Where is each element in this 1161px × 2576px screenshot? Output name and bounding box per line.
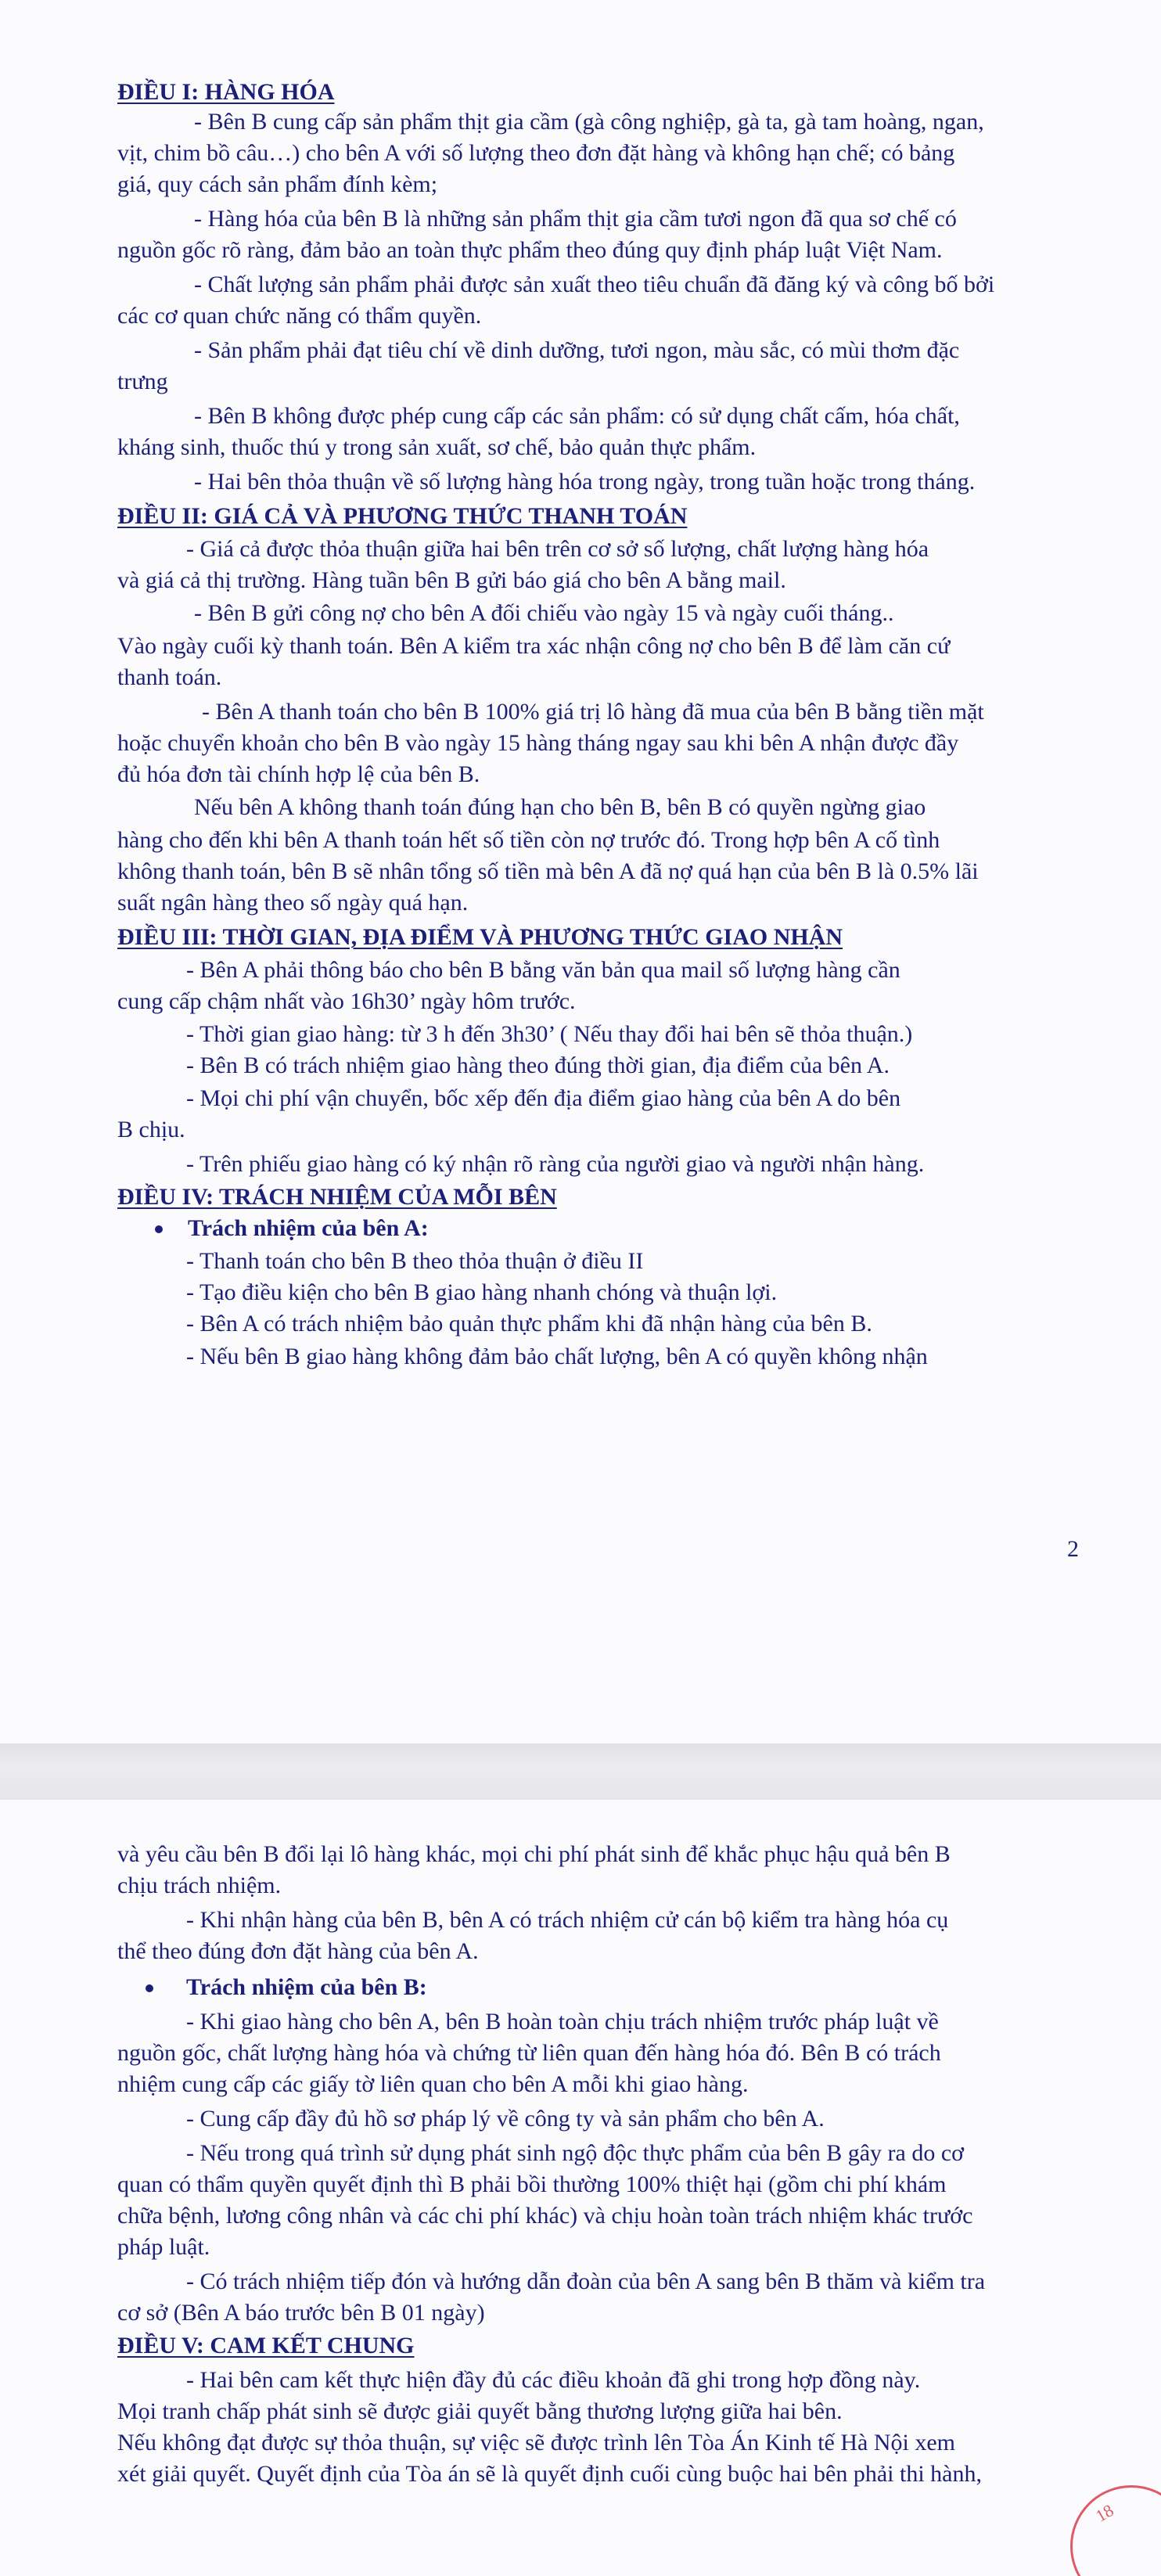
text-line: thanh toán. bbox=[117, 664, 222, 690]
text-line: B chịu. bbox=[117, 1117, 185, 1142]
text-line: - Bên B không được phép cung cấp các sản phẩm: có sử dụng chất cấm, hóa chất, bbox=[194, 403, 960, 429]
section-heading: ĐIỀU I: HÀNG HÓA bbox=[117, 79, 335, 105]
text-line: - Trên phiếu giao hàng có ký nhận rõ ràng của người giao và người nhận hàng. bbox=[186, 1151, 925, 1177]
text-line: trưng bbox=[117, 369, 168, 394]
text-line: xét giải quyết. Quyết định của Tòa án sẽ là quyết định cuối cùng buộc hai bên phải thi hành, bbox=[117, 2461, 982, 2487]
text-line: hàng cho đến khi bên A thanh toán hết số tiền còn nợ trước đó. Trong hợp bên A cố tình bbox=[117, 827, 940, 853]
bleed-through-text bbox=[438, 72, 442, 95]
text-line: - Bên B gửi công nợ cho bên A đối chiếu vào ngày 15 và ngày cuối tháng.. bbox=[194, 600, 894, 626]
bullet-icon bbox=[155, 1225, 163, 1233]
page-number: 2 bbox=[1067, 1536, 1079, 1562]
subsection-heading: Trách nhiệm của bên B: bbox=[186, 1974, 427, 2000]
page-separator bbox=[0, 1743, 1161, 1800]
text-line: nhiệm cung cấp các giấy tờ liên quan cho bên A mỗi khi giao hàng. bbox=[117, 2071, 749, 2097]
text-line: pháp luật. bbox=[117, 2234, 210, 2260]
text-line: nguồn gốc rõ ràng, đảm bảo an toàn thực phẩm theo đúng quy định pháp luật Việt Nam. bbox=[117, 237, 943, 263]
text-line: nguồn gốc, chất lượng hàng hóa và chứng từ liên quan đến hàng hóa đó. Bên B có trách bbox=[117, 2040, 941, 2066]
text-line: đủ hóa đơn tài chính hợp lệ của bên B. bbox=[117, 761, 480, 787]
text-line: - Khi nhận hàng của bên B, bên A có trách nhiệm cử cán bộ kiểm tra hàng hóa cụ bbox=[186, 1907, 949, 1933]
text-line: - Cung cấp đầy đủ hồ sơ pháp lý về công ty và sản phẩm cho bên A. bbox=[186, 2106, 825, 2132]
bullet-icon bbox=[146, 1984, 153, 1992]
text-line: và yêu cầu bên B đổi lại lô hàng khác, mọi chi phí phát sinh để khắc phục hậu quả bên B bbox=[117, 1841, 951, 1867]
text-line: - Sản phẩm phải đạt tiêu chí về dinh dưỡng, tươi ngon, màu sắc, có mùi thơm đặc bbox=[194, 337, 960, 363]
text-line: các cơ quan chức năng có thẩm quyền. bbox=[117, 303, 482, 329]
text-line: chữa bệnh, lương công nhân và các chi phí khác) và chịu hoàn toàn trách nhiệm khác trước bbox=[117, 2203, 973, 2229]
text-line: và giá cả thị trường. Hàng tuần bên B gửi báo giá cho bên A bằng mail. bbox=[117, 567, 786, 593]
text-line: - Hàng hóa của bên B là những sản phẩm thịt gia cầm tươi ngon đã qua sơ chế có bbox=[194, 206, 957, 232]
subsection-heading: Trách nhiệm của bên A: bbox=[188, 1215, 429, 1241]
text-line: Mọi tranh chấp phát sinh sẽ được giải quyết bằng thương lượng giữa hai bên. bbox=[117, 2398, 843, 2424]
text-line: vịt, chim bồ câu…) cho bên A với số lượng theo đơn đặt hàng và không hạn chế; có bảng bbox=[117, 140, 955, 166]
text-line: - Bên A phải thông báo cho bên B bằng văn bản qua mail số lượng hàng cần bbox=[186, 957, 900, 983]
text-line: - Tạo điều kiện cho bên B giao hàng nhanh chóng và thuận lợi. bbox=[186, 1279, 778, 1305]
text-line: suất ngân hàng theo số ngày quá hạn. bbox=[117, 890, 469, 916]
text-line: - Hai bên thỏa thuận về số lượng hàng hóa trong ngày, trong tuần hoặc trong tháng. bbox=[194, 469, 976, 495]
text-line: hoặc chuyển khoản cho bên B vào ngày 15 hàng tháng ngay sau khi bên A nhận được đầy bbox=[117, 730, 959, 756]
text-line: Vào ngày cuối kỳ thanh toán. Bên A kiểm tra xác nhận công nợ cho bên B để làm căn cứ bbox=[117, 633, 951, 659]
text-line: - Bên B cung cấp sản phẩm thịt gia cầm (gà công nghiệp, gà ta, gà tam hoàng, ngan, bbox=[194, 109, 984, 135]
text-line: - Nếu bên B giao hàng không đảm bảo chất lượng, bên A có quyền không nhận bbox=[186, 1344, 928, 1369]
section-heading: ĐIỀU IV: TRÁCH NHIỆM CỦA MỖI BÊN bbox=[117, 1184, 557, 1210]
text-line: - Giá cả được thỏa thuận giữa hai bên trên cơ sở số lượng, chất lượng hàng hóa bbox=[186, 536, 929, 562]
document-page-2 bbox=[0, 1800, 1161, 2576]
text-line: - Nếu trong quá trình sử dụng phát sinh ngộ độc thực phẩm của bên B gây ra do cơ bbox=[186, 2140, 964, 2166]
text-line: - Bên A có trách nhiệm bảo quản thực phẩm khi đã nhận hàng của bên B. bbox=[186, 1311, 872, 1337]
text-line: - Có trách nhiệm tiếp đón và hướng dẫn đoàn của bên A sang bên B thăm và kiểm tra bbox=[186, 2268, 986, 2294]
text-line: - Khi giao hàng cho bên A, bên B hoàn toàn chịu trách nhiệm trước pháp luật về bbox=[186, 2009, 939, 2035]
text-line: Nếu không đạt được sự thỏa thuận, sự việc sẽ được trình lên Tòa Án Kinh tế Hà Nội xem bbox=[117, 2430, 955, 2455]
text-line: Nếu bên A không thanh toán đúng hạn cho bên B, bên B có quyền ngừng giao bbox=[194, 794, 926, 820]
red-stamp-seal: 18 bbox=[1070, 2485, 1161, 2576]
text-line: giá, quy cách sản phẩm đính kèm; bbox=[117, 171, 438, 197]
section-heading: ĐIỀU II: GIÁ CẢ VÀ PHƯƠNG THỨC THANH TOÁN bbox=[117, 503, 688, 529]
text-line: - Chất lượng sản phẩm phải được sản xuất theo tiêu chuẩn đã đăng ký và công bố bởi bbox=[194, 272, 995, 297]
text-line: - Thanh toán cho bên B theo thỏa thuận ở điều II bbox=[186, 1248, 644, 1274]
text-line: cơ sở (Bên A báo trước bên B 01 ngày) bbox=[117, 2300, 485, 2326]
text-line: - Bên A thanh toán cho bên B 100% giá trị lô hàng đã mua của bên B bằng tiền mặt bbox=[202, 699, 984, 725]
text-line: thể theo đúng đơn đặt hàng của bên A. bbox=[117, 1938, 479, 1964]
text-line: - Hai bên cam kết thực hiện đầy đủ các điều khoản đã ghi trong hợp đồng này. bbox=[186, 2367, 921, 2393]
text-line: không thanh toán, bên B sẽ nhân tổng số tiền mà bên A đã nợ quá hạn của bên B là 0.5% lãi bbox=[117, 858, 979, 884]
text-line: quan có thẩm quyền quyết định thì B phải bồi thường 100% thiệt hại (gồm chi phí khám bbox=[117, 2171, 947, 2197]
section-heading: ĐIỀU V: CAM KẾT CHUNG bbox=[117, 2333, 415, 2358]
text-line: kháng sinh, thuốc thú y trong sản xuất, sơ chế, bảo quản thực phẩm. bbox=[117, 434, 757, 460]
text-line: cung cấp chậm nhất vào 16h30’ ngày hôm trước. bbox=[117, 988, 576, 1014]
text-line: - Thời gian giao hàng: từ 3 h đến 3h30’ ( Nếu thay đổi hai bên sẽ thỏa thuận.) bbox=[186, 1021, 913, 1047]
text-line: - Mọi chi phí vận chuyển, bốc xếp đến địa điểm giao hàng của bên A do bên bbox=[186, 1085, 901, 1111]
text-line: chịu trách nhiệm. bbox=[117, 1873, 282, 1898]
text-line: - Bên B có trách nhiệm giao hàng theo đúng thời gian, địa điểm của bên A. bbox=[186, 1052, 890, 1078]
section-heading: ĐIỀU III: THỜI GIAN, ĐỊA ĐIỂM VÀ PHƯƠNG THỨC GIAO NHẬN bbox=[117, 924, 843, 950]
